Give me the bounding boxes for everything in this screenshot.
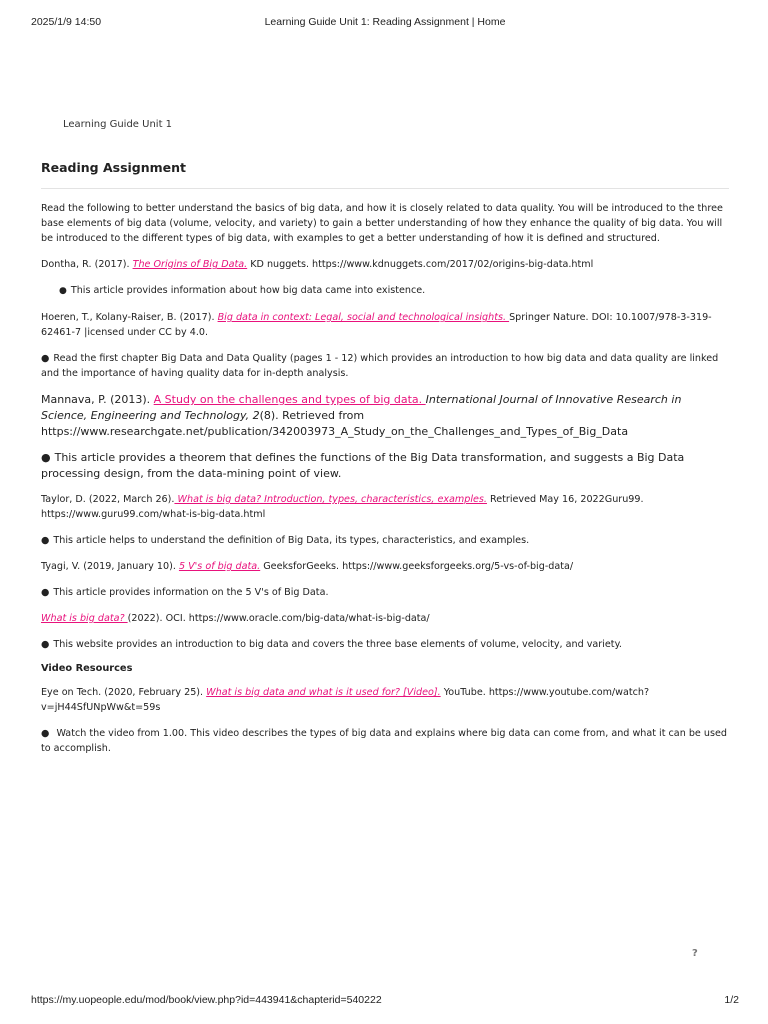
- bullet-tyagi: [41, 585, 729, 600]
- print-header: [31, 16, 739, 32]
- print-footer: [31, 994, 739, 1010]
- bullet-mannava: [41, 450, 729, 482]
- link-what-is-big-data-guru99[interactable]: What is big data? Introduction, types, characteristics, examples.: [174, 494, 487, 505]
- bullet-icon: ●: [41, 639, 50, 650]
- book-title: Learning Guide Unit 1: [63, 119, 173, 130]
- bullet-icon: ●: [59, 286, 67, 296]
- divider: [41, 188, 729, 189]
- bullet-text: Read the first chapter Big Data and Data Quality (pages 1 - 12) which provides an introduction to how big data and data quality are linked and the importance of having quality data for in-depth analysis.: [41, 353, 719, 379]
- reference-taylor: [41, 492, 729, 522]
- ref-text: Hoeren, T., Kolany-Raiser, B. (2017).: [41, 312, 218, 323]
- ref-text: YouTube. https://www.youtube.com/watch?v=jH44SfUNpWw&t=59s: [41, 687, 650, 713]
- bullet-icon: ●: [41, 353, 50, 364]
- bullet-icon: ●: [41, 587, 50, 598]
- bullet-text: Watch the video from 1.00. This video describes the types of big data and explains where big data can come from, and what it can be used to accomplish.: [41, 728, 727, 754]
- help-icon[interactable]: ?: [692, 948, 698, 959]
- bullet-oracle: [41, 637, 729, 652]
- reference-tyagi: [41, 559, 729, 574]
- link-origins-of-big-data[interactable]: The Origins of Big Data.: [132, 259, 248, 270]
- print-date: 2025/1/9 14:50: [31, 16, 102, 28]
- link-big-data-in-context[interactable]: Big data in context: Legal, social and technological insights.: [217, 312, 510, 323]
- ref-text: Tyagi, V. (2019, January 10).: [41, 561, 179, 572]
- video-resources-heading: Video Resources: [41, 663, 133, 674]
- ref-text: Taylor, D. (2022, March 26).: [41, 494, 175, 505]
- reference-dontha: [41, 257, 729, 272]
- bullet-dontha: [59, 283, 729, 299]
- bullet-text: This article provides a theorem that defines the functions of the Big Data transformation, and suggests a Big Data processing design, from the data-mining point of view.: [41, 451, 685, 480]
- ref-text: KD nuggets. https://www.kdnuggets.com/2017/02/origins-big-data.html: [247, 259, 594, 270]
- journal-title: International Journal of Innovative Research in Science, Engineering and Technology, 2: [41, 393, 682, 422]
- ref-text: (2022). OCI. https://www.oracle.com/big-data/what-is-big-data/: [127, 613, 430, 624]
- bullet-text: This article provides information about how big data came into existence.: [70, 285, 426, 296]
- intro-paragraph: Read the following to better understand the basics of big data, and how it is closely related to data quality. You will be introduced to the three base elements of big data (volume, velocity, and variety) to gain a better understanding of how they enhance the quality of big data. You will be introduced to the different types of big data, with examples to get a better understanding of how it is defined and structured.: [41, 203, 723, 244]
- page-url: https://my.uopeople.edu/mod/book/view.php?id=443941&chapterid=540222: [31, 994, 382, 1006]
- link-video-youtube[interactable]: What is big data and what is it used for? [Video].: [206, 687, 441, 698]
- ref-text: Dontha, R. (2017).: [41, 259, 133, 270]
- ref-text: (8). Retrieved from https://www.researchgate.net/publication/342003973_A_Study_on_the_Challenges_and_Types_of_Big_Data: [41, 409, 629, 438]
- reference-hoeren: [41, 310, 729, 340]
- bullet-text: This article helps to understand the definition of Big Data, its types, characteristics, and examples.: [53, 535, 530, 546]
- ref-text: Retrieved May 16, 2022Guru99. https://www.guru99.com/what-is-big-data.html: [41, 494, 644, 520]
- print-page-title: Learning Guide Unit 1: Reading Assignment | Home: [264, 16, 506, 28]
- link-study-on-challenges[interactable]: A Study on the challenges and types of big data.: [153, 393, 426, 406]
- bullet-text: This website provides an introduction to big data and covers the three base elements of volume, velocity, and variety.: [53, 639, 622, 650]
- ref-text: Eye on Tech. (2020, February 25).: [41, 687, 207, 698]
- bullet-hoeren: [41, 351, 729, 381]
- page-number: 1/2: [724, 994, 739, 1006]
- chapter-content: [41, 160, 729, 767]
- reference-video: [41, 685, 729, 715]
- link-what-is-big-data-oracle[interactable]: What is big data?: [41, 613, 128, 624]
- link-5-vs-of-big-data[interactable]: 5 V's of big data.: [178, 561, 261, 572]
- bullet-icon: ●: [41, 451, 51, 464]
- bullet-icon: ●: [41, 535, 50, 546]
- bullet-taylor: [41, 533, 729, 548]
- reference-mannava: [41, 392, 729, 440]
- ref-text: Springer Nature. DOI: 10.1007/978-3-319-62461-7 |icensed under CC by 4.0.: [41, 312, 712, 338]
- ref-text: Mannava, P. (2013).: [41, 393, 154, 406]
- bullet-video: [41, 726, 729, 756]
- bullet-text: This article provides information on the 5 V's of Big Data.: [53, 587, 329, 598]
- page-title: Reading Assignment: [41, 160, 187, 175]
- reference-oracle: [41, 611, 729, 626]
- ref-text: GeeksforGeeks. https://www.geeksforgeeks.org/5-vs-of-big-data/: [260, 561, 574, 572]
- bullet-icon: ●: [41, 728, 50, 739]
